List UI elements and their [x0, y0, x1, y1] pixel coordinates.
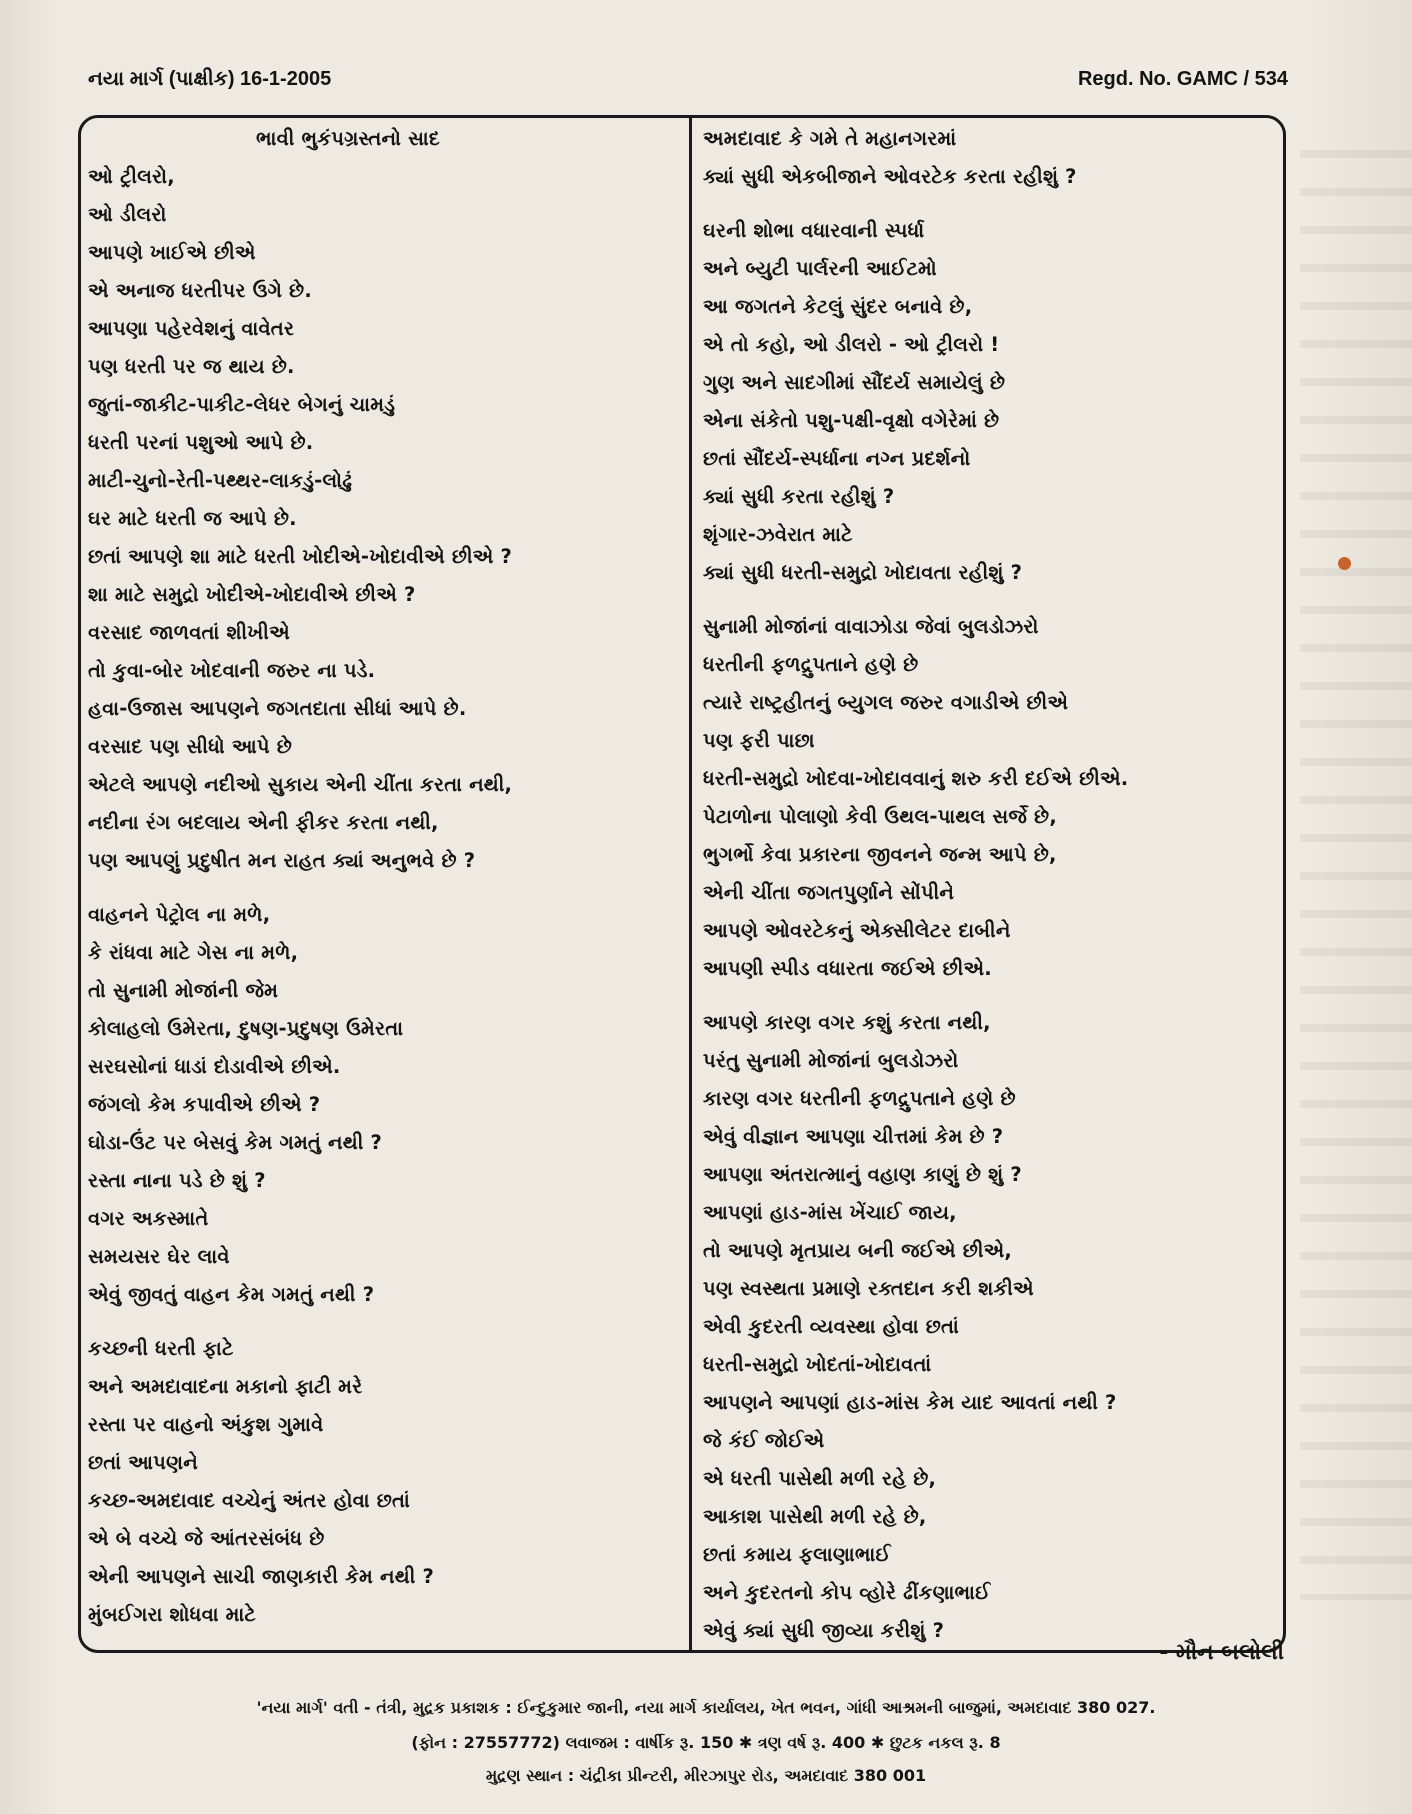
poem-line: વરસાદ પણ સીધો આપે છે [88, 735, 292, 758]
poem-line: આપણા અંતરાત્માનું વહાણ કાણું છે શું ? [703, 1163, 1022, 1186]
poem-line: વાહનને પેટ્રોલ ના મળે, [88, 903, 271, 926]
poem-line: પણ ફરી પાછા [703, 729, 815, 752]
column-divider [689, 118, 692, 1650]
poem-line: નદીના રંગ બદલાય એની ફીકર કરતા નથી, [88, 811, 439, 834]
page-header [88, 68, 1288, 98]
poem-line: ક્યાં સુધી ધરતી-સમુદ્રો ખોદાવતા રહીશું ? [703, 561, 1023, 584]
footer-printing-line: મુદ્રણ સ્થાન : ચંદ્રીકા પ્રીન્ટરી, મીરઝાપુર રોડ, અમદાવાદ 380 001 [485, 1766, 927, 1785]
poem-line: કચ્છ-અમદાવાદ વચ્ચેનું અંતર હોવા છતાં [88, 1489, 410, 1512]
poem-line: ઓ ડીલરો [88, 203, 167, 226]
poem-line: છતાં કમાય ફલાણાભાઈ [703, 1543, 891, 1566]
poem-line: ત્યારે રાષ્ટ્રહીતનું બ્યુગલ જરુર વગાડીએ છીએ [703, 691, 1069, 714]
right-stanza-3 [703, 608, 1283, 988]
poem-line: સમયસર ઘેર લાવે [88, 1245, 230, 1268]
poem-line: કે રાંધવા માટે ગેસ ના મળે, [88, 941, 299, 964]
poem-line: એની ચીંતા જગતપુર્ણાને સોંપીને [703, 881, 955, 904]
poem-line: પણ ધરતી પર જ થાય છે. [88, 355, 295, 378]
poem-line: વગર અકસ્માતે [88, 1207, 209, 1230]
poem-line: પણ આપણું પ્રદુષીત મન રાહત ક્યાં અનુભવે છે ? [88, 849, 476, 872]
poem-line: શા માટે સમુદ્રો ખોદીએ-ખોદાવીએ છીએ ? [88, 583, 416, 606]
poem-line: આપણી સ્પીડ વધારતા જઈએ છીએ. [703, 957, 992, 980]
poem-line: આકાશ પાસેથી મળી રહે છે, [703, 1505, 927, 1528]
header-registration: Regd. No. GAMC / 534 [1077, 68, 1288, 90]
poem-line: આપણને આપણાં હાડ-માંસ કેમ યાદ આવતાં નથી ? [703, 1391, 1117, 1414]
poem-line: ક્યાં સુધી એકબીજાને ઓવરટેક કરતા રહીશું ? [703, 165, 1077, 188]
poem-line: ધરતી-સમુદ્રો ખોદવા-ખોદાવવાનું શરુ કરી દઈએ છીએ. [703, 767, 1129, 790]
poem-line: અમદાવાદ કે ગમે તે મહાનગરમાં [703, 127, 957, 150]
poem-line: ધરતી પરનાં પશુઓ આપે છે. [88, 431, 314, 454]
poem-line: સુનામી મોજાંનાં વાવાઝોડા જેવાં બુલડોઝરો [703, 615, 1039, 638]
footer-publisher-line: 'નયા માર્ગ' વતી - તંત્રી, મુદ્રક પ્રકાશક : ઈન્દુકુમાર જાની, નયા માર્ગ કાર્યાલય, ખેત ભવન, ગાંધી આશ્રમની બાજુમાં, અમદાવાદ 380 027. [256, 1698, 1156, 1717]
poem-line: હવા-ઉજાસ આપણને જગતદાતા સીધાં આપે છે. [88, 697, 467, 720]
ink-spot [1338, 557, 1351, 570]
stanza-gap [703, 592, 1283, 608]
poem-line: એવું જીવતું વાહન કેમ ગમતું નથી ? [88, 1283, 375, 1306]
poem-line: ઓ ટ્રીલરો, [88, 165, 175, 188]
poem-line: વરસાદ જાળવતાં શીખીએ [88, 621, 290, 644]
poem-line: ક્યાં સુધી કરતા રહીશું ? [703, 485, 895, 508]
poem-line: એ બે વચ્ચે જે આંતરસંબંધ છે [88, 1527, 325, 1550]
right-stanza-4 [703, 1004, 1283, 1650]
left-column [88, 120, 683, 1634]
footer-subscription-line: (ફોન : 27557772) લવાજમ : વાર્ષીક રૂ. 150 ✱ ત્રણ વર્ષ રૂ. 400 ✱ છુટક નકલ રૂ. 8 [411, 1733, 1001, 1752]
poem-line: જે કંઈ જોઈએ [703, 1429, 825, 1452]
poem-line: એ અનાજ ધરતીપર ઉગે છે. [88, 279, 312, 302]
right-stanza-1 [703, 120, 1283, 196]
poem-line: માટી-ચુનો-રેતી-પથ્થર-લાકડું-લોઢું [88, 469, 353, 492]
poem-line: શૃંગાર-ઝવેરાત માટે [703, 523, 853, 546]
poem-line: અને અમદાવાદના મકાનો ફાટી મરે [88, 1375, 363, 1398]
stanza-gap [703, 988, 1283, 1004]
poem-line: એની આપણને સાચી જાણકારી કેમ નથી ? [88, 1565, 434, 1588]
poem-line: આપણે ઓવરટેકનું એક્સીલેટર દાબીને [703, 919, 1011, 942]
bleed-through-shadow [1300, 120, 1412, 1600]
poem-line: ધરતીની ફળદ્રુપતાને હણે છે [703, 653, 919, 676]
poem-line: આ જગતને કેટલું સુંદર બનાવે છે, [703, 295, 973, 318]
stanza-gap [88, 1314, 683, 1330]
poem-line: છતાં આપણે શા માટે ધરતી ખોદીએ-ખોદાવીએ છીએ ? [88, 545, 513, 568]
poem-line: અને કુદરતનો કોપ વ્હોરે ઢીંકણાભાઈ [703, 1581, 991, 1604]
poem-line: આપણાં હાડ-માંસ ખેંચાઈ જાય, [703, 1201, 957, 1224]
poem-line: ભુગર્ભો કેવા પ્રકારના જીવનને જન્મ આપે છે, [703, 843, 1057, 866]
poem-line: આપણે ખાઈએ છીએ [88, 241, 256, 264]
poem-line: પરંતુ સુનામી મોજાંનાં બુલડોઝરો [703, 1049, 959, 1072]
poem-line: તો આપણે મૃતપ્રાય બની જઈએ છીએ, [703, 1239, 1012, 1262]
poem-line: રસ્તા પર વાહનો અંકુશ ગુમાવે [88, 1413, 324, 1436]
poem-line: મુંબઈગરા શોધવા માટે [88, 1603, 256, 1626]
poet-signature: - મૌન બલોલી [1159, 1640, 1284, 1665]
poem-line: એટલે આપણે નદીઓ સુકાય એની ચીંતા કરતા નથી, [88, 773, 513, 796]
poem-line: ઘર માટે ધરતી જ આપે છે. [88, 507, 297, 530]
poem-line: પણ સ્વસ્થતા પ્રમાણે રક્તદાન કરી શકીએ [703, 1277, 1034, 1300]
poem-line: ઘરની શોભા વધારવાની સ્પર્ધા [703, 219, 925, 242]
poem-line: કોલાહલો ઉમેરતા, દુષણ-પ્રદુષણ ઉમેરતા [88, 1017, 404, 1040]
stanza-gap [703, 196, 1283, 212]
poem-line: કારણ વગર ધરતીની ફળદ્રુપતાને હણે છે [703, 1087, 1016, 1110]
stanza-gap [88, 880, 683, 896]
header-masthead: નયા માર્ગ (પાક્ષીક) 16-1-2005 [88, 68, 332, 90]
poem-line: અને બ્યુટી પાર્લરની આઈટમો [703, 257, 937, 280]
poem-line: એવું વીજ્ઞાન આપણા ચીત્તમાં કેમ છે ? [703, 1125, 1004, 1148]
poem-line: જુતાં-જાકીટ-પાકીટ-લેધર બેગનું ચામડું [88, 393, 396, 416]
poem-line: રસ્તા નાના પડે છે શું ? [88, 1169, 266, 1192]
poem-line: એના સંકેતો પશુ-પક્ષી-વૃક્ષો વગેરેમાં છે [703, 409, 1000, 432]
poem-line: ગુણ અને સાદગીમાં સૌંદર્ય સમાયેલું છે [703, 371, 1006, 394]
left-stanza-1 [88, 158, 683, 880]
poem-line: એવું ક્યાં સુધી જીવ્યા કરીશું ? [703, 1619, 945, 1642]
poem-line: ધરતી-સમુદ્રો ખોદતાં-ખોદાવતાં [703, 1353, 932, 1376]
right-column [703, 120, 1283, 1650]
poem-title: ભાવી ભુકંપગ્રસ્તનો સાદ [256, 127, 440, 150]
poem-line: તો કુવા-બોર ખોદવાની જરુર ના પડે. [88, 659, 376, 682]
poem-line: પેટાળોના પોલાણો કેવી ઉથલ-પાથલ સર્જે છે, [703, 805, 1057, 828]
poem-line: એ ધરતી પાસેથી મળી રહે છે, [703, 1467, 937, 1490]
poem-line: છતાં સૌંદર્ય-સ્પર્ધાના નગ્ન પ્રદર્શનો [703, 447, 971, 470]
poem-line: એવી કુદરતી વ્યવસ્થા હોવા છતાં [703, 1315, 959, 1338]
poem-line: આપણે કારણ વગર કશું કરતા નથી, [703, 1011, 991, 1034]
poem-line: છતાં આપણને [88, 1451, 198, 1474]
poem-line: આપણા પહેરવેશનું વાવેતર [88, 317, 295, 340]
poem-line: ઘોડા-ઉંટ પર બેસવું કેમ ગમતું નથી ? [88, 1131, 382, 1154]
poem-line: જંગલો કેમ કપાવીએ છીએ ? [88, 1093, 321, 1116]
poem-line: તો સુનામી મોજાંની જેમ [88, 979, 279, 1002]
poem-line: સરઘસોનાં ધાડાં દોડાવીએ છીએ. [88, 1055, 341, 1078]
right-stanza-2 [703, 212, 1283, 592]
left-stanza-2 [88, 896, 683, 1314]
poem-line: એ તો કહો, ઓ ડીલરો - ઓ ટ્રીલરો ! [703, 333, 1000, 356]
left-stanza-3 [88, 1330, 683, 1634]
poem-line: કચ્છની ધરતી ફાટે [88, 1337, 234, 1360]
